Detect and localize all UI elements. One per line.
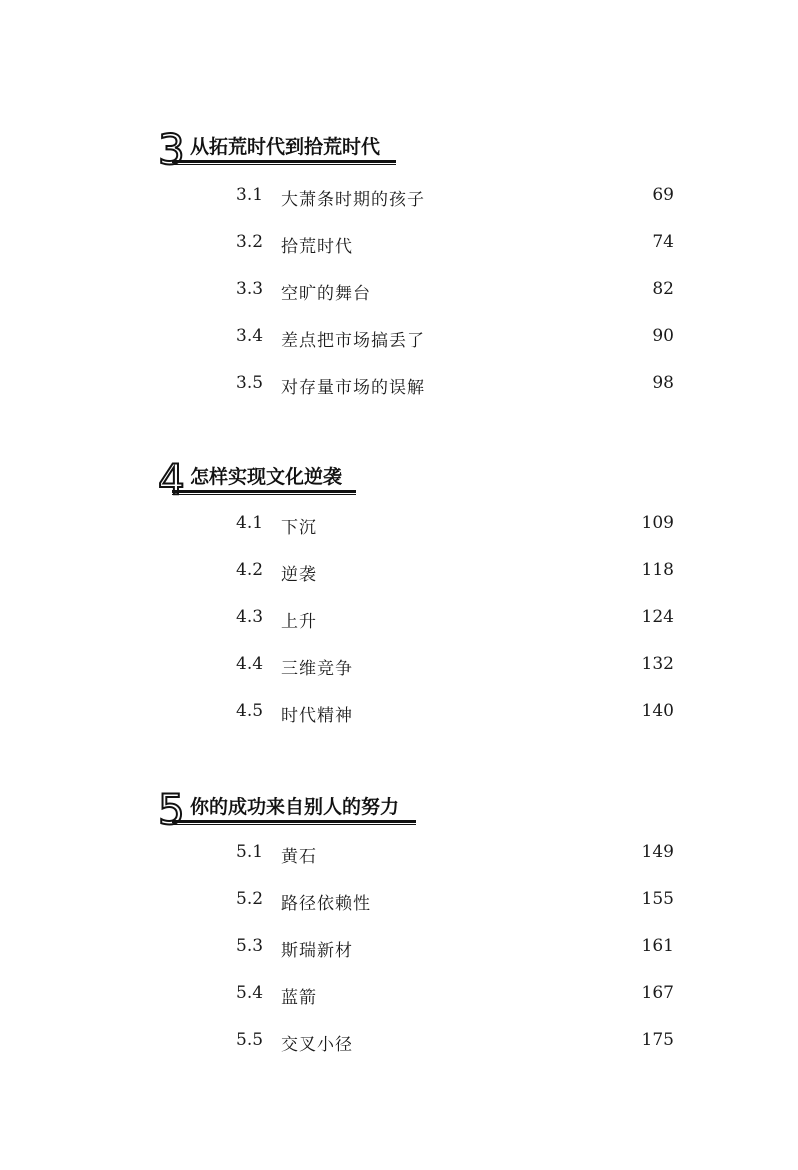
toc-entry[interactable]: [0, 1030, 798, 1054]
section-title: 上升: [281, 612, 317, 632]
section-number: 3.1: [236, 185, 264, 205]
section-title: 空旷的舞台: [281, 284, 371, 304]
section-number: 4.1: [236, 513, 264, 533]
toc-entry[interactable]: [0, 889, 798, 913]
section-title: 大萧条时期的孩子: [281, 190, 425, 210]
section-number: 5.5: [236, 1030, 264, 1050]
page-number: 132: [641, 654, 674, 674]
chapter-number: 4: [158, 455, 185, 504]
section-number: 4.4: [236, 654, 264, 674]
chapter-underline: [172, 490, 356, 495]
section-title: 三维竞争: [281, 659, 353, 679]
toc-entry[interactable]: [0, 607, 798, 631]
toc-entry[interactable]: [0, 185, 798, 209]
page-number: 82: [652, 279, 674, 299]
chapter-title[interactable]: 怎样实现文化逆袭: [190, 466, 343, 488]
section-title: 斯瑞新材: [281, 941, 353, 961]
toc-entry[interactable]: [0, 701, 798, 725]
section-number: 5.4: [236, 983, 264, 1003]
section-number: 4.3: [236, 607, 264, 627]
section-title: 拾荒时代: [281, 237, 353, 257]
page-number: 98: [652, 373, 674, 393]
page-number: 175: [641, 1030, 674, 1050]
toc-entry[interactable]: [0, 936, 798, 960]
section-number: 5.2: [236, 889, 264, 909]
section-number: 3.5: [236, 373, 264, 393]
toc-entry[interactable]: [0, 279, 798, 303]
toc-entry[interactable]: [0, 326, 798, 350]
toc-entry[interactable]: [0, 983, 798, 1007]
page-number: 69: [652, 185, 674, 205]
section-title: 交叉小径: [281, 1035, 353, 1055]
chapter-title[interactable]: 你的成功来自别人的努力: [190, 796, 400, 818]
page-number: 118: [641, 560, 674, 580]
section-number: 5.3: [236, 936, 264, 956]
toc-entry[interactable]: [0, 513, 798, 537]
section-title: 路径依赖性: [281, 894, 371, 914]
page-number: 74: [652, 232, 674, 252]
section-title: 逆袭: [281, 565, 317, 585]
toc-entry[interactable]: [0, 654, 798, 678]
section-number: 3.4: [236, 326, 264, 346]
chapter-number: 3: [158, 125, 185, 174]
page-number: 149: [641, 842, 674, 862]
section-title: 蓝箭: [281, 988, 317, 1008]
page-number: 167: [641, 983, 674, 1003]
section-number: 3.3: [236, 279, 264, 299]
toc-entry[interactable]: [0, 842, 798, 866]
page-number: 124: [641, 607, 674, 627]
chapter-number: 5: [158, 785, 185, 834]
section-number: 3.2: [236, 232, 264, 252]
page-number: 109: [641, 513, 674, 533]
section-title: 时代精神: [281, 706, 353, 726]
section-number: 4.5: [236, 701, 264, 721]
toc-entry[interactable]: [0, 560, 798, 584]
section-title: 黄石: [281, 847, 317, 867]
page-number: 155: [641, 889, 674, 909]
page-number: 90: [652, 326, 674, 346]
section-title: 差点把市场搞丢了: [281, 331, 425, 351]
toc-entry[interactable]: [0, 373, 798, 397]
page-number: 161: [641, 936, 674, 956]
page-number: 140: [641, 701, 674, 721]
chapter-underline: [172, 820, 416, 825]
section-title: 对存量市场的误解: [281, 378, 425, 398]
section-number: 4.2: [236, 560, 264, 580]
chapter-title[interactable]: 从拓荒时代到拾荒时代: [190, 136, 381, 158]
section-number: 5.1: [236, 842, 264, 862]
chapter-underline: [172, 160, 396, 165]
section-title: 下沉: [281, 518, 317, 538]
toc-entry[interactable]: [0, 232, 798, 256]
